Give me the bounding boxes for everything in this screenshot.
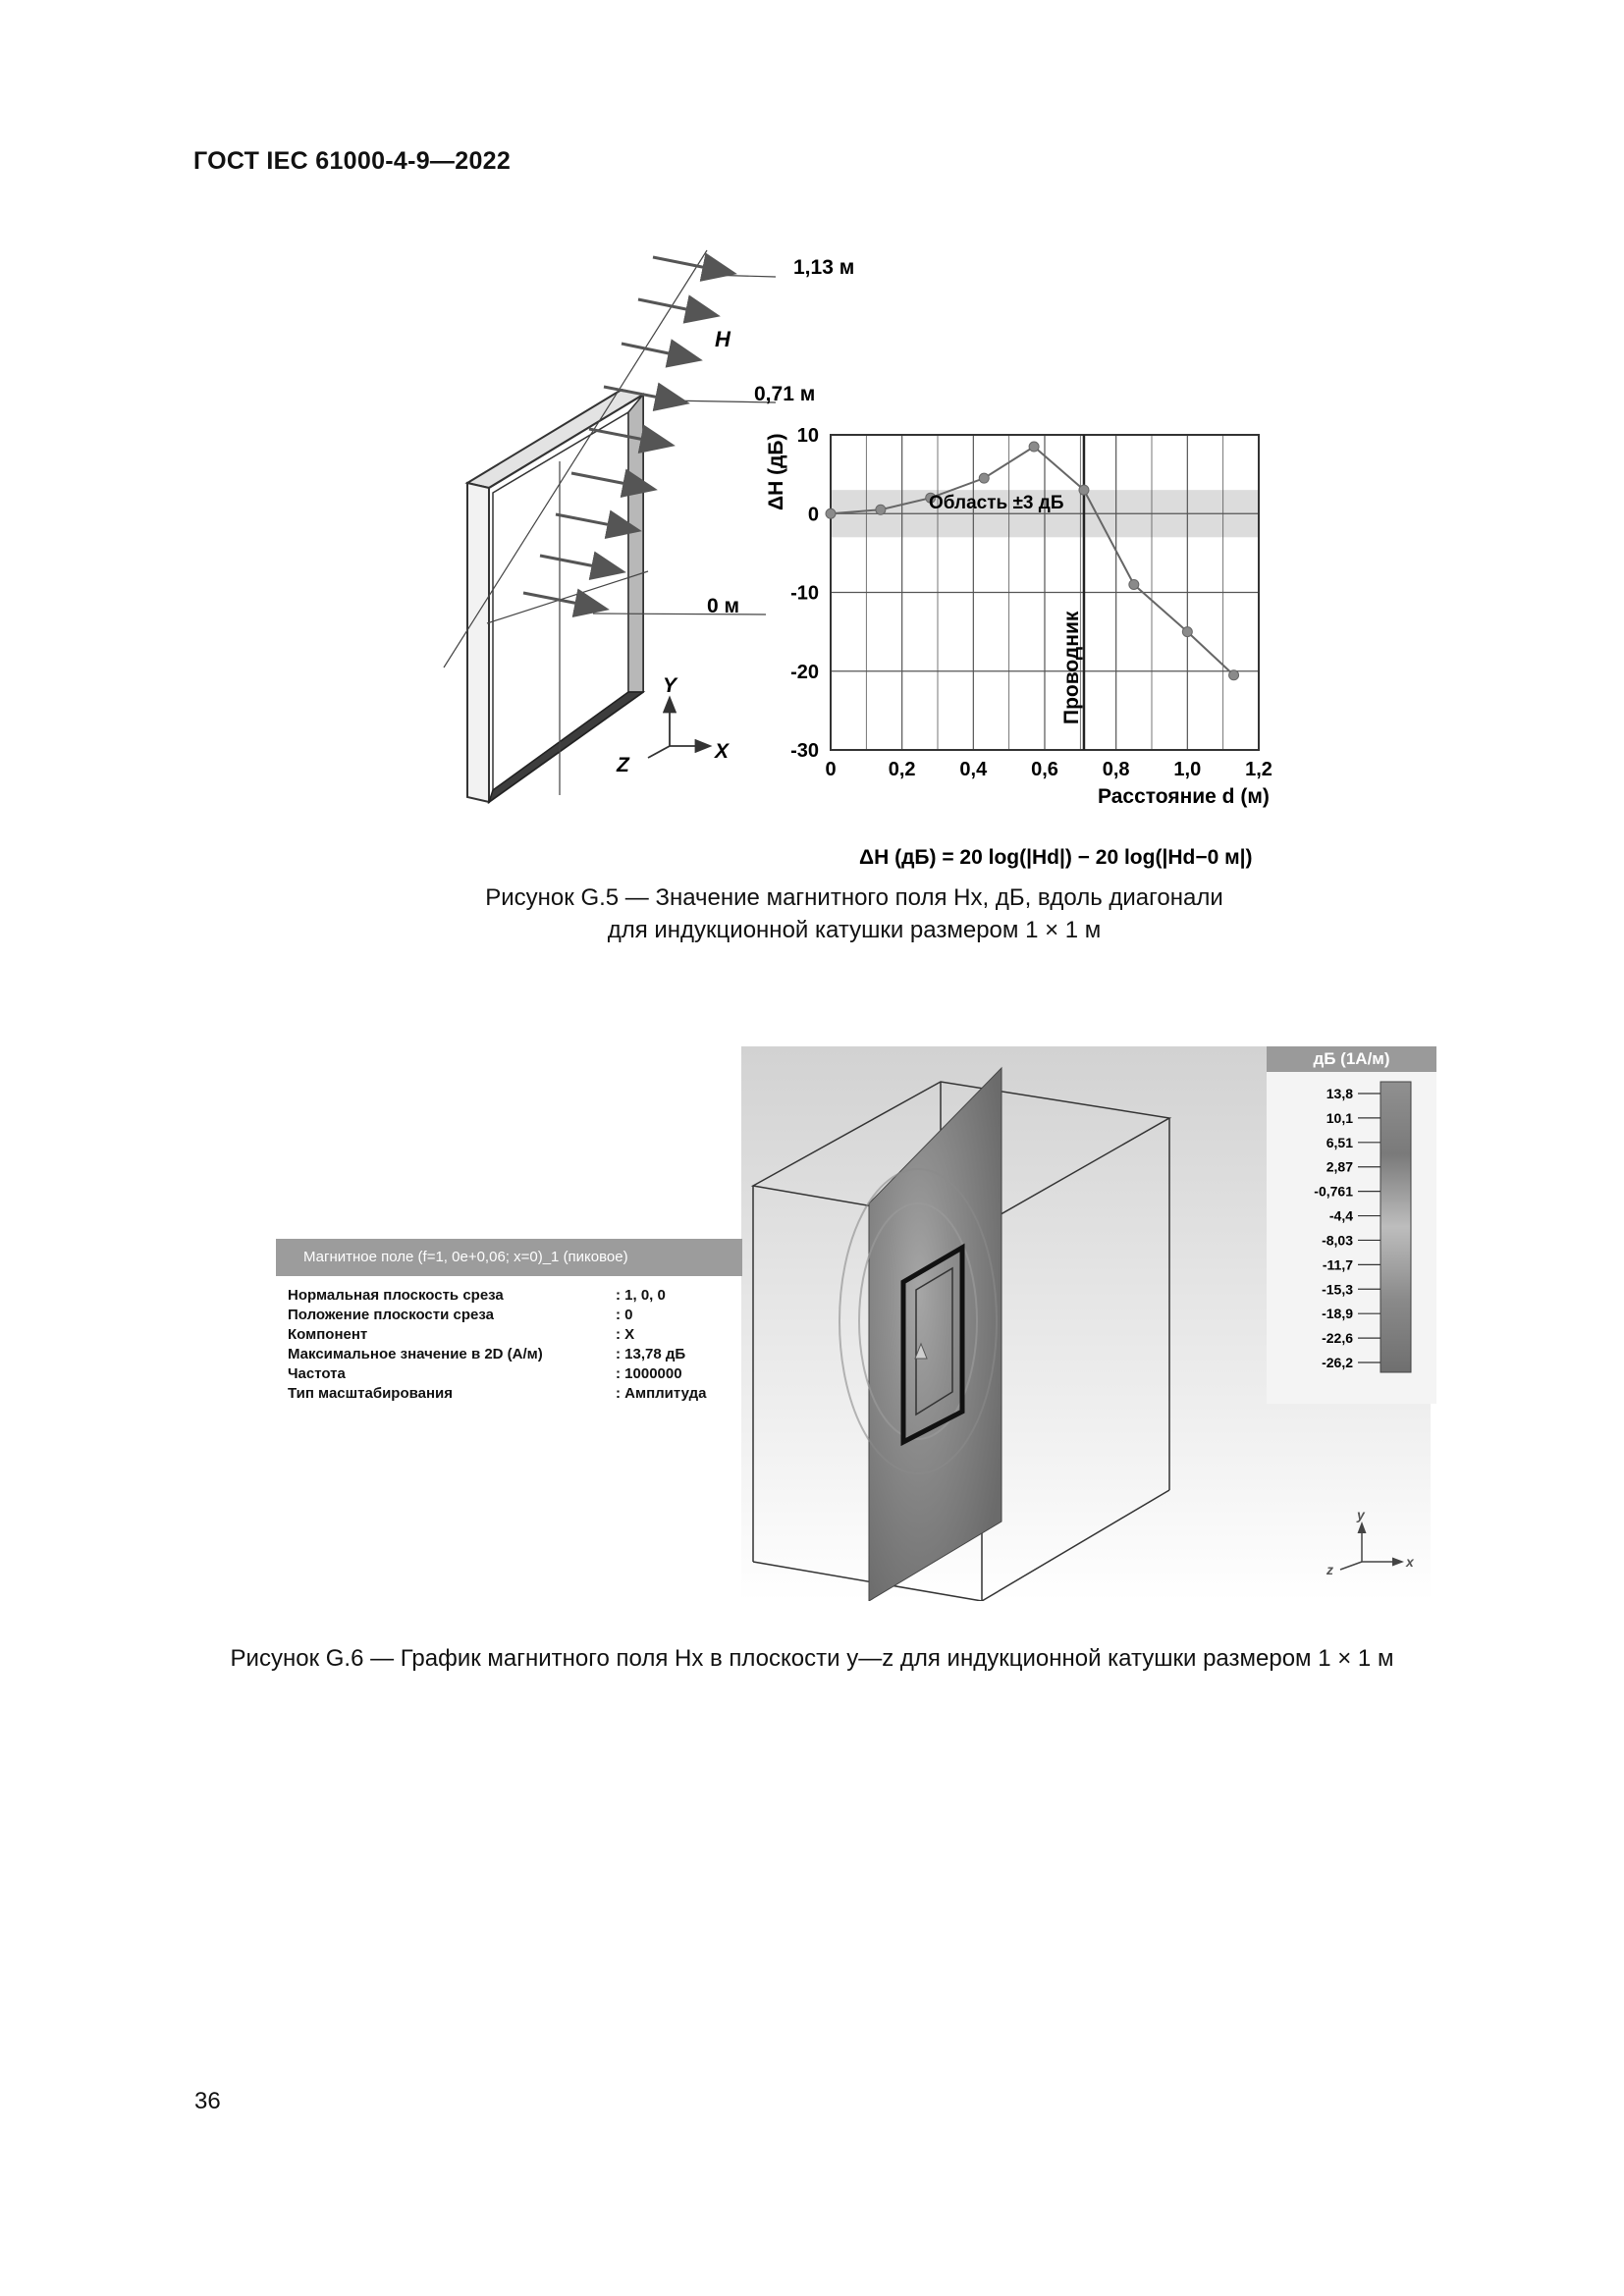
legend-tick-label: 13,8 [1326,1086,1353,1101]
info-row [288,1345,742,1364]
formula: ΔH (дБ) = 20 log(|Hd|) − 20 log(|Hd−0 м|) [859,846,1253,869]
legend-tick-label: 10,1 [1326,1109,1353,1126]
data-point [979,473,989,483]
color-legend [1267,1046,1436,1404]
info-value: : 13,78 дБ [616,1346,686,1362]
data-point [1129,579,1139,589]
chart-g5 [765,425,1272,808]
data-point [1079,485,1089,495]
coil-axis-triad [648,699,709,758]
y-tick-label: -10 [790,582,819,605]
document-header: ГОСТ IEC 61000-4-9—2022 [193,147,512,175]
x-tick-label: 0,6 [1031,759,1058,780]
legend-tick-label: -8,03 [1322,1232,1353,1249]
info-key: Компонент [288,1326,368,1343]
data-point [1229,670,1239,680]
band-label: Область ±3 дБ [929,493,1064,513]
info-row [288,1306,742,1325]
x-tick-label: 1,2 [1245,759,1272,780]
legend-tick-label: -15,3 [1322,1281,1353,1298]
data-point [1182,627,1192,637]
label-field-h: H [715,327,731,351]
info-panel-rows [276,1276,742,1404]
legend-tick-label: -0,761 [1314,1183,1353,1200]
y-axis-label: ΔH (дБ) [765,433,787,510]
info-panel-title: Магнитное поле (f=1, 0e+0,06; x=0)_1 (пиковое) [276,1239,742,1276]
y-tick-label: 0 [807,504,819,526]
conductor-label: Проводник [1060,611,1083,724]
x-axis-label: Расстояние d (м) [1098,785,1270,808]
info-value: : 1, 0, 0 [616,1287,666,1304]
render-axis-z: z [1326,1562,1333,1577]
coil-frame-drawing [467,390,643,802]
x-tick-label: 0,4 [959,759,988,780]
legend-tick-label: -4,4 [1328,1207,1353,1224]
info-value: : 1000000 [616,1365,682,1382]
legend-scale [1267,1072,1436,1404]
info-row [288,1364,742,1384]
label-zero-distance: 0 м [707,595,740,617]
data-point [826,508,836,518]
axis-label-z: Z [617,754,629,776]
caption-g5-line1: Рисунок G.5 — Значение магнитного поля Hx, дБ, вдоль диагонали [485,884,1223,911]
x-tick-label: 0 [825,759,837,780]
y-tick-label: -20 [790,661,819,683]
info-panel [276,1239,742,1404]
figure-g5-caption [373,881,1335,946]
legend-tick-label: 2,87 [1326,1158,1353,1175]
y-tick-label: -30 [790,740,819,762]
info-row [288,1286,742,1306]
series-line [831,447,1234,675]
x-tick-label: 0,8 [1102,759,1130,780]
legend-tick-label: -26,2 [1322,1355,1353,1370]
legend-tick-label: -22,6 [1322,1330,1353,1347]
legend-colorbar [1380,1082,1411,1372]
info-key: Положение плоскости среза [288,1307,494,1323]
x-tick-label: 0,2 [888,759,916,780]
legend-tick-label: 6,51 [1326,1134,1353,1150]
axis-label-y: Y [663,674,677,697]
figure-g6-caption: Рисунок G.6 — График магнитного поля Hx в плоскости y—z для индукционной катушки размером 1 × 1 м [230,1645,1394,1672]
data-point [1029,442,1039,452]
render-axis-x: x [1406,1554,1414,1570]
page-number: 36 [194,2088,221,2114]
label-mid-distance: 0,71 м [754,383,816,405]
info-value: : Амплитуда [616,1385,707,1402]
legend-tick-label: -11,7 [1322,1256,1353,1273]
label-top-distance: 1,13 м [793,256,855,279]
info-key: Нормальная плоскость среза [288,1287,504,1304]
caption-g5-line2: для индукционной катушки размером 1 × 1 м [607,917,1102,943]
info-key: Частота [288,1365,346,1382]
info-key: Максимальное значение в 2D (А/м) [288,1346,543,1362]
x-tick-label: 1,0 [1173,759,1202,780]
info-row [288,1325,742,1345]
info-key: Тип масштабирования [288,1385,454,1402]
info-value: : 0 [616,1307,633,1323]
legend-title: дБ (1А/м) [1267,1046,1436,1072]
legend-tick-label: -18,9 [1322,1306,1353,1322]
axis-label-x: X [715,740,730,763]
y-tick-label: 10 [796,425,819,447]
data-point [876,505,886,514]
render-axis-y: y [1357,1507,1365,1522]
info-row [288,1384,742,1404]
info-value: : X [616,1326,635,1343]
